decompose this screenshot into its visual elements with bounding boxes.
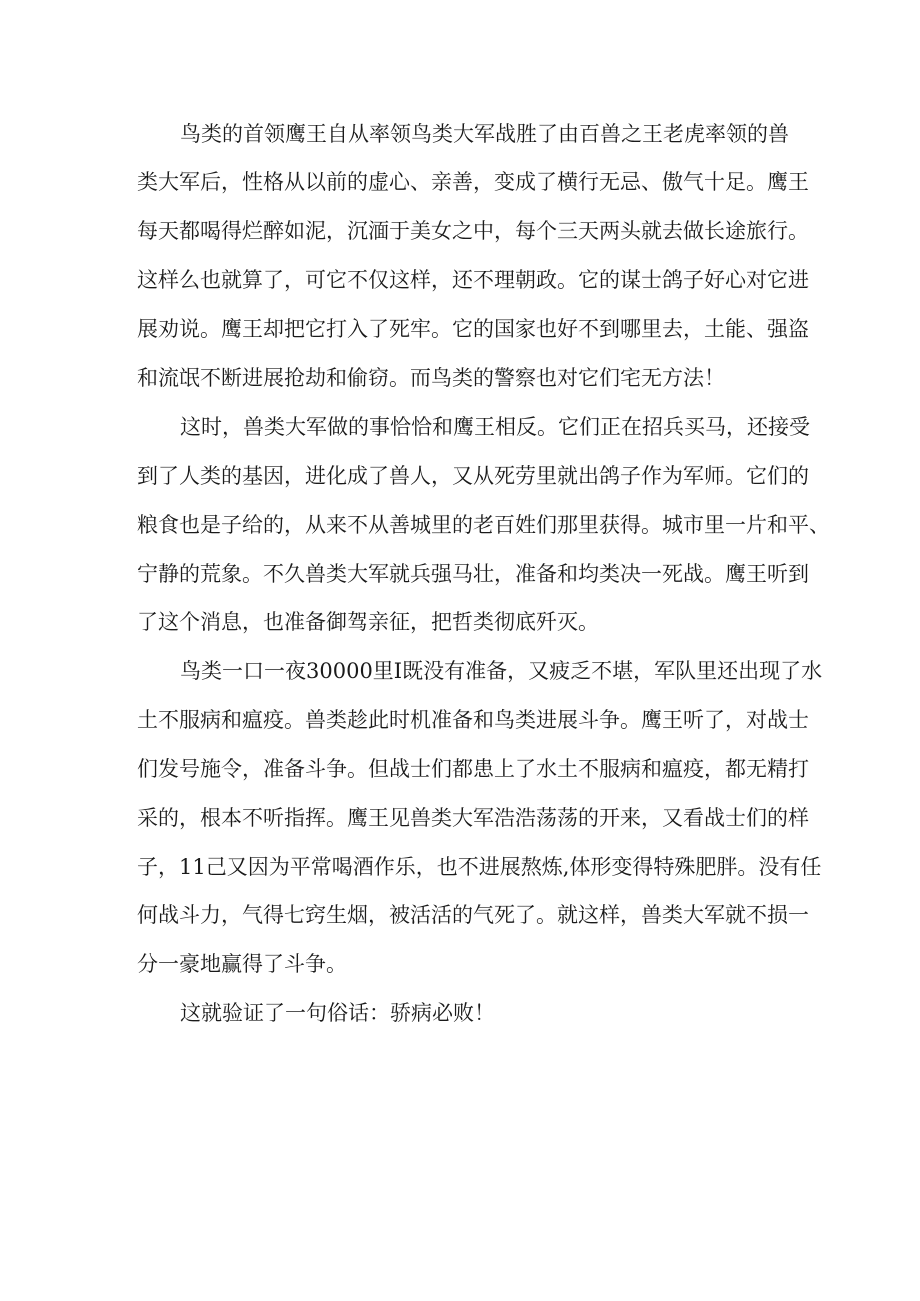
text-line: 展劝说。鹰王却把它打入了死牢。它的国家也好不到哪里去，土能、强盗 [137,317,809,341]
text-line: 这样么也就算了，可它不仅这样，还不理朝政。它的谋士鸽子好心对它进 [137,268,809,292]
text-line: 类大军后，性格从以前的虚心、亲善，变成了横行无忌、傲气十足。鹰王 [137,170,809,194]
text-line: 分一豪地赢得了斗争。 [137,952,347,976]
text-line: 了这个消息，也准备御驾亲征，把哲类彻底歼灭。 [137,610,599,634]
text-line: 和流氓不断进展抢劫和偷窃。而鸟类的警察也对它们宅无方法！ [137,366,725,390]
text-line: 采的，根本不听指挥。鹰王见兽类大军浩浩荡荡的开来，又看战士们的样 [137,806,809,830]
text-line: 粮食也是子给的，从来不从善城里的老百姓们那里获得。城市里一片和平、 [137,513,830,537]
text-line: 宁静的荒象。不久兽类大军就兵强马壮，准备和均类决一死战。鹰王听到 [137,562,809,586]
text-line: 这时，兽类大军做的事恰恰和鹰王相反。它们正在招兵买马，还接受 [180,415,810,439]
text-line: 土不服病和瘟疫。兽类趁此时机准备和鸟类进展斗争。鹰王听了，对战士 [137,708,809,732]
text-line: 这就验证了一句俗话：骄病必败！ [180,1001,495,1025]
text-line: 每天都喝得烂醉如泥，沉湎于美女之中，每个三天两头就去做长途旅行。 [137,219,809,243]
text-line: 到了人类的基因，进化成了兽人，又从死劳里就出鸽子作为军师。它们的 [137,464,809,488]
text-line: 们发号施令，准备斗争。但战士们都患上了水土不服病和瘟疫，都无精打 [137,757,809,781]
text-line: 子，11己又因为平常喝酒作乐，也不进展熬炼,体形变得特殊肥胖。没有任 [137,855,822,879]
text-line: 何战斗力，气得七窍生烟，被活活的气死了。就这样，兽类大军就不损一 [137,903,809,927]
text-line: 鸟类的首领鹰王自从率领鸟类大军战胜了由百兽之王老虎率领的兽 [180,122,789,146]
text-line: 鸟类一口一夜30000里I既没有准备，又疲乏不堪，军队里还出现了水 [180,659,823,683]
